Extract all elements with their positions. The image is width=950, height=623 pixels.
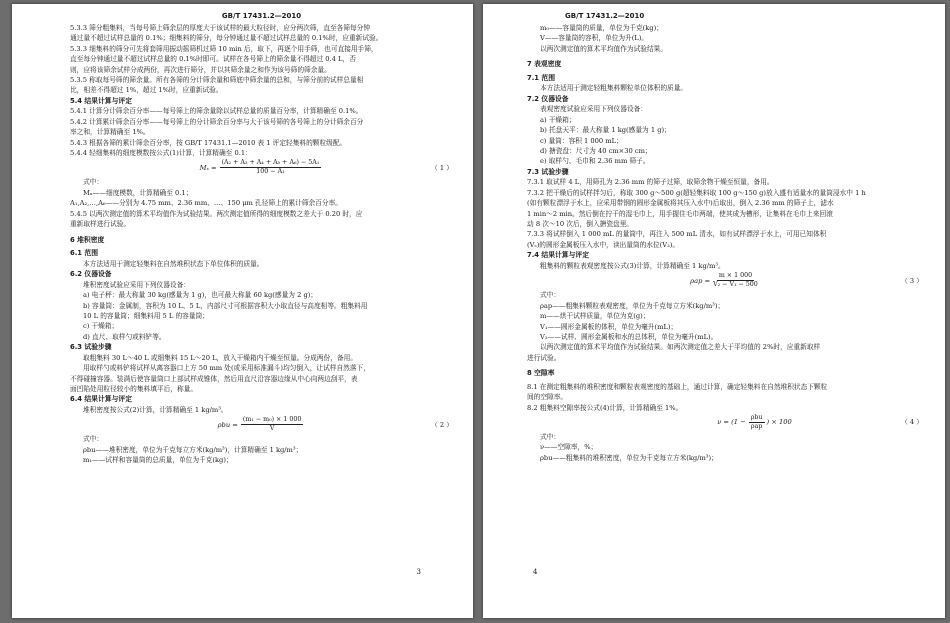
text-block bbox=[70, 434, 453, 465]
text-line: (Vₛ)的圆形金属板压入水中，读出量筒的水位(V₂)。 bbox=[527, 240, 680, 249]
formula-numerator: (A₂ + A₃ + A₄ + A₅ + A₆) − 5A₁ bbox=[221, 159, 320, 167]
formula-4 bbox=[587, 414, 923, 431]
formula-number: （ 4 ） bbox=[901, 418, 923, 427]
text-line: 动 8 次～10 次后，倒入搪瓷盘里。 bbox=[527, 220, 634, 229]
text-block bbox=[527, 432, 923, 463]
page-number: 4 bbox=[533, 568, 538, 576]
section-heading: 6.1 范围 bbox=[70, 249, 99, 258]
formula-fraction bbox=[749, 414, 765, 431]
formula-denominator: ρap bbox=[750, 422, 763, 430]
section-heading: 7.1 范围 bbox=[527, 73, 556, 82]
document-page-right bbox=[483, 4, 945, 618]
text-line: e) 取样勺、毛巾和 2.36 mm 筛子。 bbox=[540, 157, 650, 166]
text-line: b) 托盘天平：最大称量 1 kg(感量为 1 g)； bbox=[540, 126, 671, 135]
document-page-left bbox=[12, 4, 473, 618]
formula-lhs: ρbu = bbox=[217, 420, 238, 429]
section-heading: 7.4 结果计算与评定 bbox=[527, 251, 589, 260]
formula-lhs: Mₓ = bbox=[199, 163, 217, 172]
text-line: 7.3.1 取试样 4 L，用筛孔为 2.36 mm 的筛子过筛，取筛余物干燥至恒量，备用。 bbox=[527, 178, 774, 187]
text-line: 式中： bbox=[540, 291, 561, 300]
text-line: ρbu——堆积密度，单位为千克每立方米(kg/m³)，计算精确至 1 kg/m³； bbox=[83, 445, 303, 454]
text-block bbox=[527, 23, 923, 271]
text-line: 8.2 粗集料空隙率按公式(4)计算，计算精确至 1%。 bbox=[527, 403, 683, 412]
text-line: 直至每分钟通过量不超过试样总量的 0.1%时即可。试样在各号筛上的筛余量不得超过 0.4 L，否 bbox=[70, 55, 356, 64]
text-line: A₁,A₂,…,A₆——分别为 4.75 mm、2.36 mm、…、150 μm 孔径筛上的累计筛余百分率。 bbox=[70, 199, 342, 208]
text-line: 堆积密度按公式(2)计算，计算精确至 1 kg/m³。 bbox=[83, 405, 228, 414]
text-line: V——容量筒的容积，单位为升(L)。 bbox=[540, 34, 649, 43]
formula-number: （ 3 ） bbox=[901, 276, 923, 285]
formula-1 bbox=[70, 159, 453, 176]
formula-denominator: V bbox=[269, 425, 275, 433]
text-line: d) 直尺、取样勺或料铲等。 bbox=[83, 332, 166, 341]
text-line: 8.1 在测定粗集料的堆积密度和颗粒表观密度的基础上，通过计算，确定轻集料在自然堆积状态下颗粒 bbox=[527, 382, 828, 391]
text-line: (如有颗粒漂浮于水上，应采用带钢的圆形金属板将其压入水中)后取出，倒入 2.36 mm 的筛子上，滤水 bbox=[527, 199, 834, 208]
text-line: d) 搪瓷盘：尺寸为 40 cm×30 cm； bbox=[540, 147, 652, 156]
page-number: 3 bbox=[416, 568, 421, 576]
text-line: 表观密度试验应采用下列仪器设备： bbox=[540, 105, 647, 114]
section-heading: 7.3 试验步骤 bbox=[527, 167, 569, 176]
text-line: 进行试验。 bbox=[527, 353, 561, 362]
text-line: 比，相差不得超过 1%，超过 1%时，应重新试验。 bbox=[70, 86, 223, 95]
formula-3 bbox=[527, 272, 923, 289]
text-line: 不得碰撞容器。装满后使容量筒口上部试样成锥体，然后用直尺沿容器边缘从中心向两边刮平，表 bbox=[70, 374, 358, 383]
text-line: 取粗集料 30 L～40 L 或细集料 15 L～20 L，放入干燥箱内干燥至恒量。分成两份，备用。 bbox=[83, 353, 357, 362]
text-line: 以两次测定值的算术平均值作为试验结果。 bbox=[540, 44, 668, 53]
section-heading: 8 空隙率 bbox=[527, 369, 555, 378]
text-block bbox=[527, 290, 923, 413]
text-line: 5.4.1 计算分计筛余百分率——每号筛上的筛余量除以试样总量的质量百分率，计算精确至 0.1%。 bbox=[70, 107, 363, 116]
page-header: GB/T 17431.2—2010 bbox=[221, 12, 302, 20]
text-line: 5.3.5 称取每号筛的筛余量。所有各筛的分计筛余量和筛底中筛余量的总和，与筛分前的试样总量相 bbox=[70, 76, 364, 85]
text-line: 间的空隙率。 bbox=[527, 393, 568, 402]
formula-numerator: ρbu bbox=[750, 413, 763, 421]
text-line: 10 L 的容量筒；细集料用 5 L 的容量筒； bbox=[83, 311, 209, 320]
text-line: 5.4.2 计算累计筛余百分率——每号筛上的分计筛余百分率与大于该号筛的各号筛上的分计筛余百分 bbox=[70, 117, 364, 126]
text-line: 式中： bbox=[540, 432, 561, 441]
text-line: 5.3.3 细集料的筛分可先将套筛用振动摇筛机过筛 10 min 后，取下，再逐个用手筛，也可直接用手筛， bbox=[70, 44, 378, 53]
formula-fraction bbox=[713, 272, 758, 289]
text-line: V₁——圆形金属板的体积，单位为毫升(mL)； bbox=[540, 322, 678, 331]
page-header: GB/T 17431.2—2010 bbox=[565, 12, 645, 20]
section-heading: 5.4 结果计算与评定 bbox=[70, 96, 132, 105]
text-line: 则，应将该筛余试样分成两份，再次进行筛分，并以其筛余量之和作为该号筛的筛余量。 bbox=[70, 65, 331, 74]
formula-denominator: V₂ − V₁ − 500 bbox=[713, 281, 758, 289]
text-line: 粗集料的颗粒表观密度按公式(3)计算，计算精确至 1 kg/m³。 bbox=[540, 261, 725, 270]
text-line: 5.4.5 以两次测定值的算术平均值作为试验结果。两次测定值所得的细度模数之差大于 0.20 时，应 bbox=[70, 209, 363, 218]
text-line: ρap——粗集料颗粒表观密度，单位为千克每立方米(kg/m³)； bbox=[540, 301, 725, 310]
text-line: 7.3.3 将试样倒入 1 000 mL 的量筒中，再注入 500 mL 清水，如有试样漂浮于水上，可用已知体积 bbox=[527, 230, 827, 239]
text-line: 用取样勺或料铲将试样从离容器口上方 50 mm 处(或采用标准漏斗)均匀倒入，让试样自然落下， bbox=[83, 364, 370, 373]
text-line: a) 干燥箱； bbox=[540, 115, 576, 124]
text-line: a) 电子秤：最大称量 30 kg(感量为 1 g)，也可最大称量 60 kg(感量为 2 g)； bbox=[83, 291, 318, 300]
text-line: 式中： bbox=[83, 435, 104, 444]
section-heading: 6.3 试验步骤 bbox=[70, 343, 112, 352]
formula-rhs: ) × 100 bbox=[766, 418, 792, 427]
text-line: 率之和，计算精确至 1%。 bbox=[70, 128, 150, 137]
section-heading: 6 堆积密度 bbox=[70, 235, 105, 244]
text-block bbox=[70, 23, 453, 158]
text-line: 5.4.4 轻细集料的细度模数按公式(1)计算，计算精确至 0.1： bbox=[70, 149, 252, 158]
text-line: 5.3.3 筛分粗集料，当每号筛上筛余层的厚度大于该试样的最大粒径时，应分两次筛，直至各筛每分钟 bbox=[70, 24, 371, 32]
formula-lhs: ρap = bbox=[690, 276, 711, 285]
formula-2 bbox=[70, 416, 453, 433]
formula-numerator: (m₁ − m₀) × 1 000 bbox=[242, 416, 302, 424]
formula-fraction bbox=[220, 159, 322, 176]
text-line: ρbu——粗集料的堆积密度，单位为千克每立方米(kg/m³)； bbox=[540, 453, 718, 462]
formula-number: （ 2 ） bbox=[431, 420, 453, 429]
formula-lhs: ν = (1 − bbox=[717, 418, 746, 427]
formula-number: （ 1 ） bbox=[431, 163, 453, 172]
text-line: m₀——容量筒的质量，单位为千克(kg)； bbox=[540, 24, 663, 32]
text-line: ν——空隙率，%； bbox=[540, 443, 598, 452]
section-heading: 7 表观密度 bbox=[527, 60, 562, 69]
section-heading: 6.4 结果计算与评定 bbox=[70, 395, 132, 404]
text-block bbox=[70, 177, 453, 415]
formula-numerator: m × 1 000 bbox=[718, 272, 753, 280]
text-line: V₂——试样、圆形金属板和水的总体积，单位为毫升(mL)。 bbox=[540, 332, 718, 341]
text-line: m₁——试样和容量筒的总质量，单位为千克(kg)； bbox=[83, 456, 233, 465]
text-line: 通过量不超过试样总量的 0.1%；细集料的筛分，每分钟通过量不超过试样总量的 0.1%时，应重新试验。 bbox=[70, 34, 383, 43]
text-line: 1 min～2 min。然后倒在拧干的湿毛巾上，用手握住毛巾两端，使其成为槽形，让集料在毛巾上来回滚 bbox=[527, 209, 833, 218]
section-heading: 6.2 仪器设备 bbox=[70, 270, 112, 279]
text-line: 本方法适用于测定轻集料在自然堆积状态下单位体积的质量。 bbox=[83, 259, 264, 268]
text-line: 5.4.3 根据各筛的累计筛余百分率，按 GB/T 17431.1—2010 表 1 评定轻集料的颗粒级配。 bbox=[70, 138, 347, 147]
text-line: 本方法适用于测定轻粗集料颗粒单位体积的质量。 bbox=[540, 84, 688, 93]
text-line: 7.3.2 把干燥后的试样拌匀后，称取 300 g～500 g(超轻集料取 100 g～150 g)放入盛有适量水的量筒浸水中 1 h bbox=[527, 188, 866, 197]
text-line: c) 干燥箱； bbox=[83, 322, 119, 331]
text-line: m——烘干试样质量，单位为克(g)； bbox=[540, 312, 650, 321]
text-line: Mₓ——细度模数，计算精确至 0.1； bbox=[83, 188, 193, 197]
text-line: 重新取样进行试验。 bbox=[70, 220, 131, 229]
formula-fraction bbox=[241, 416, 304, 433]
text-line: b) 容量筒：金属制，容积为 10 L、5 L，内部尺寸可根据容积大小取直径与高度相等。粗集料用 bbox=[83, 301, 368, 310]
section-heading: 7.2 仪器设备 bbox=[527, 94, 569, 103]
text-line: 式中： bbox=[83, 178, 104, 187]
text-line: 堆积密度试验应采用下列仪器设备： bbox=[83, 280, 190, 289]
text-line: 以两次测定值的算术平均值作为试验结果。如两次测定值之差大于平均值的 2%时，应重新取样 bbox=[540, 343, 821, 352]
text-line: 面凹陷处用粒径较小的集料填平后，称量。 bbox=[70, 384, 198, 393]
text-line: c) 量筒：容积 1 000 mL； bbox=[540, 136, 623, 145]
formula-denominator: 100 − A₁ bbox=[256, 168, 285, 176]
